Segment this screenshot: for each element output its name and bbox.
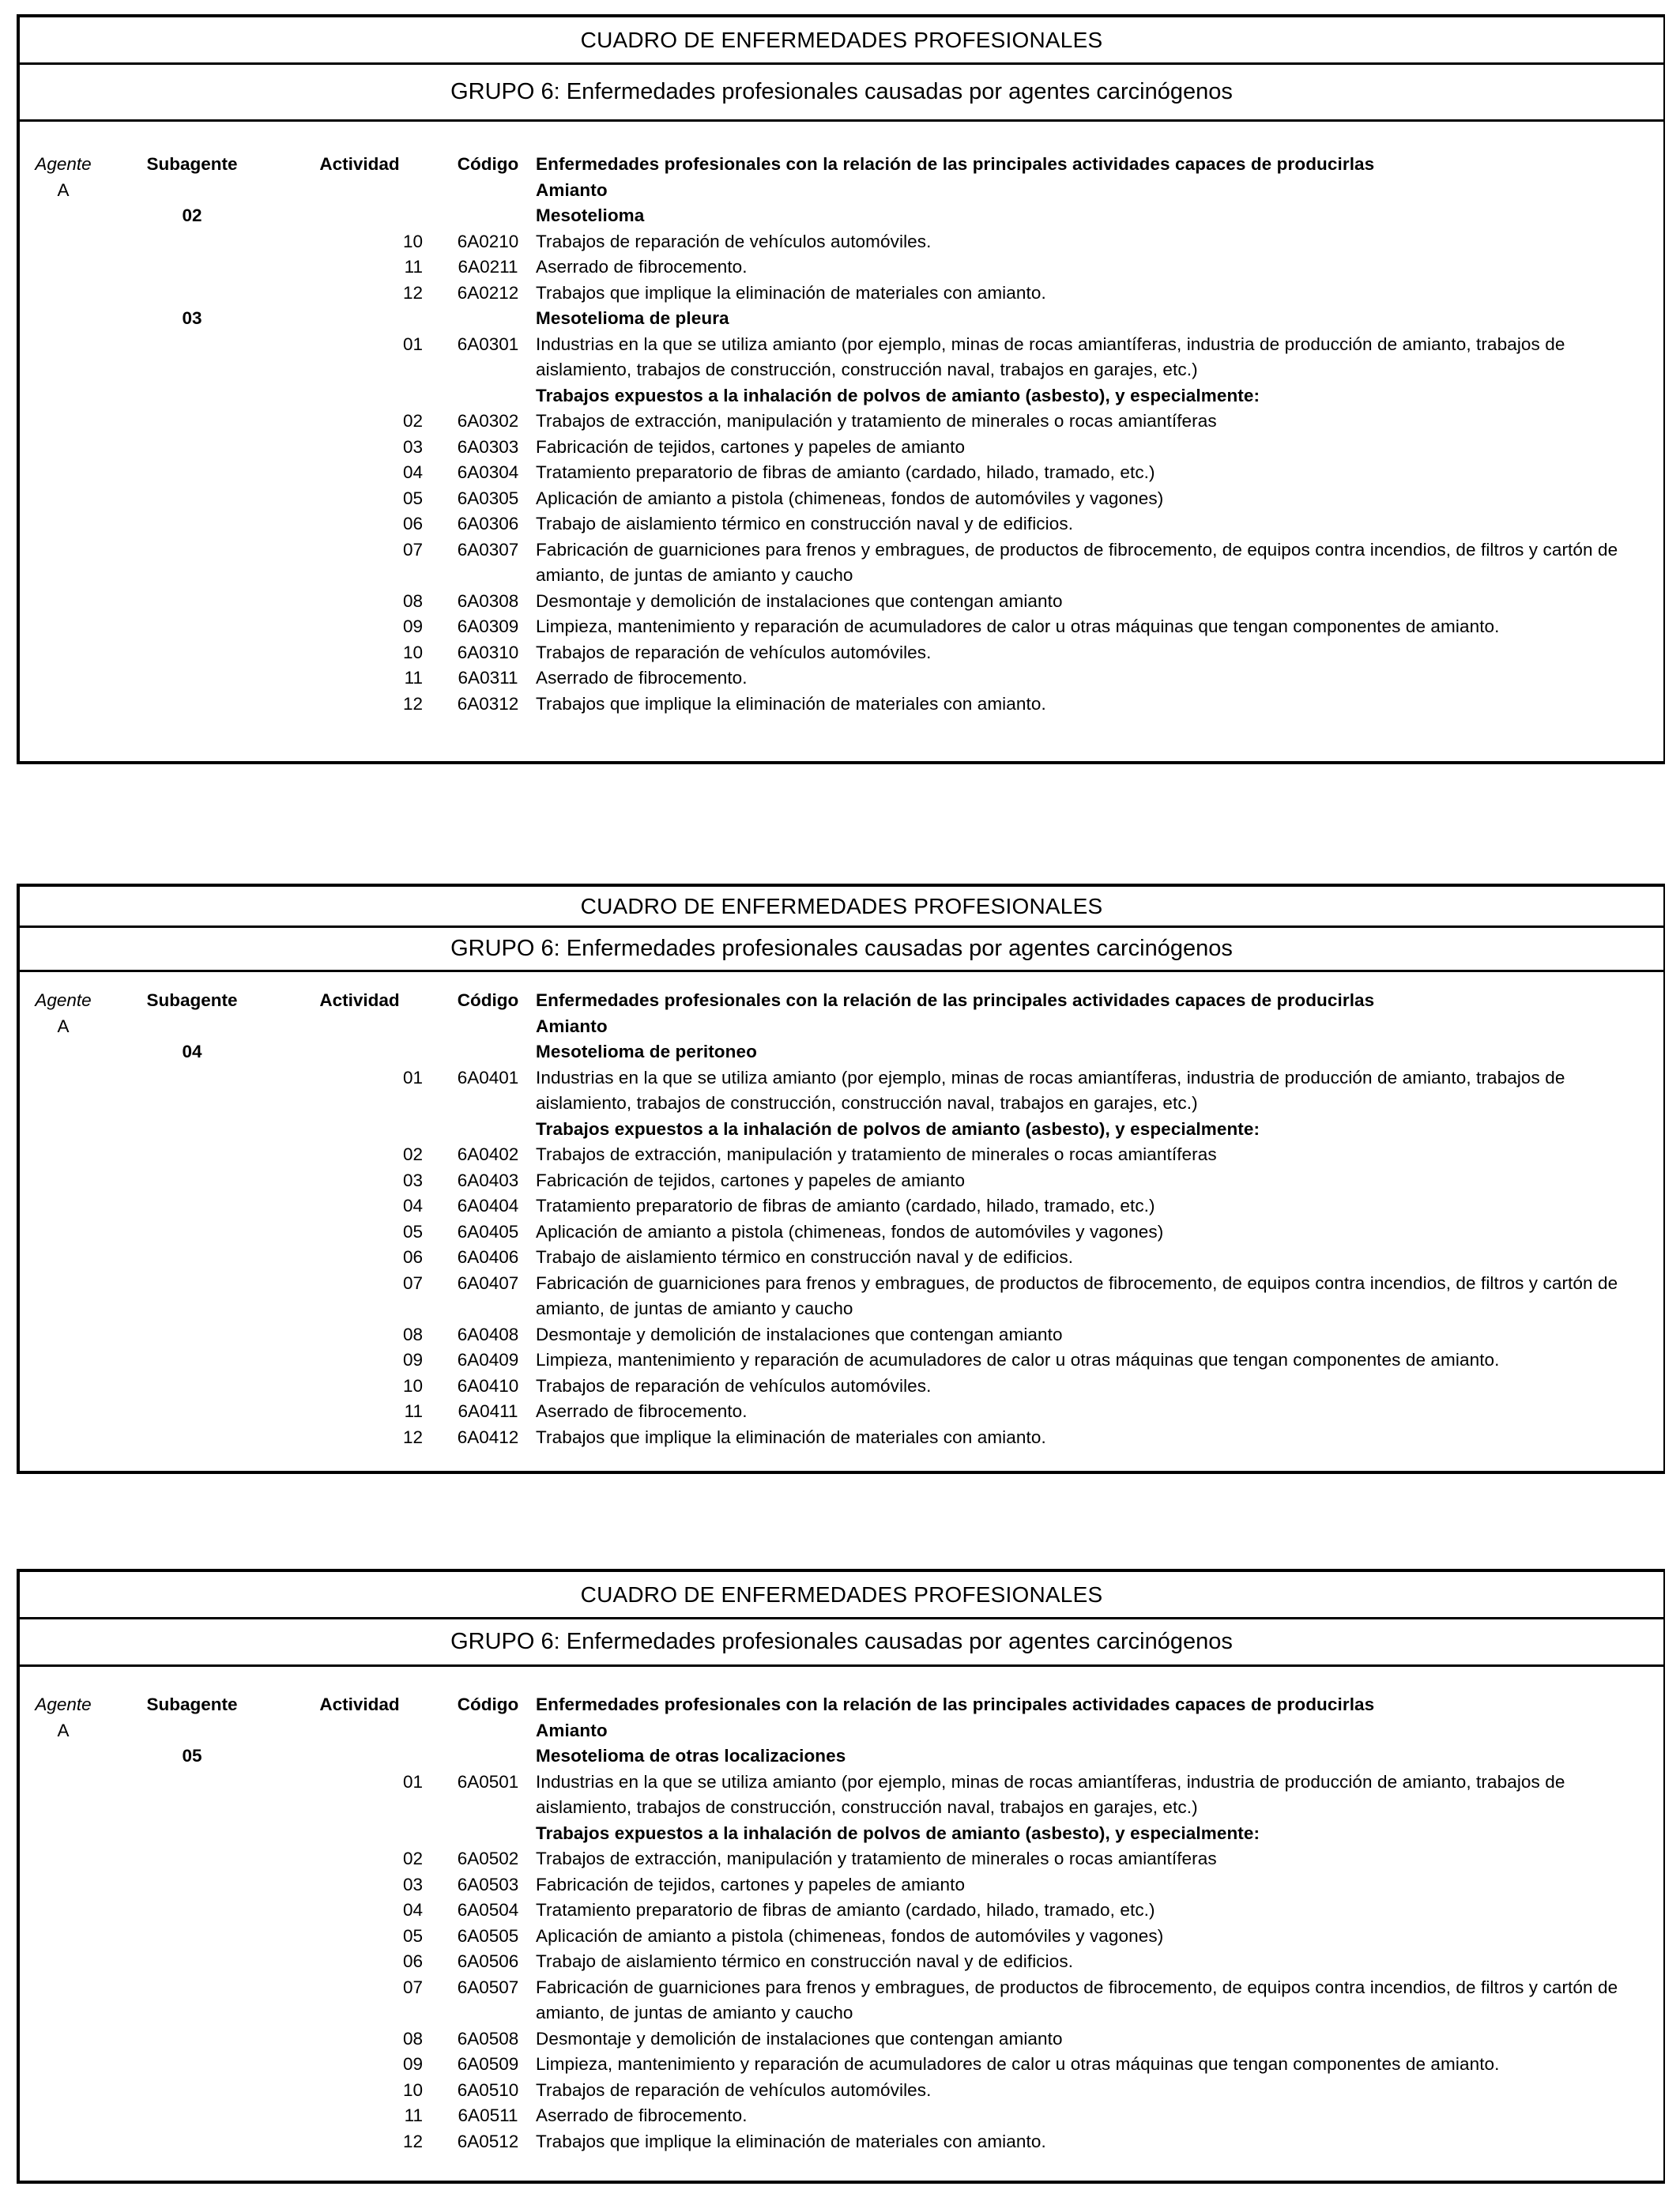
disease-code: 6A0502: [457, 1849, 519, 1868]
subagent-value: 05: [182, 1746, 202, 1766]
activity-description: Desmontaje y demolición de instalaciones que contengan amianto: [536, 2028, 1063, 2049]
activity-description: Fabricación de guarniciones para frenos y embragues, de productos de fibrocemento, de equipos contra incendios, de filtros y cartón de amianto, de juntas de amianto y caucho: [536, 1977, 1618, 2022]
activity-number: 01: [402, 1771, 423, 1792]
header-code: Código: [457, 1695, 519, 1714]
disease-code: 6A0511: [458, 2105, 518, 2125]
agent-row: [20, 1014, 1663, 1040]
activity-number: 09: [402, 1350, 423, 1370]
disease-code: 6A0211: [458, 257, 518, 277]
table-row: [20, 1949, 1663, 1975]
disease-code: 6A0510: [457, 2079, 519, 2100]
disease-table-3: [17, 1569, 1665, 2184]
subagent-title: Mesotelioma: [536, 205, 645, 225]
activity-number: 07: [402, 539, 423, 560]
table-row: [20, 1770, 1663, 1821]
activity-number: 11: [404, 1401, 423, 1421]
activity-description: Limpieza, mantenimiento y reparación de acumuladores de calor u otras máquinas que tengan componentes de amianto.: [536, 1350, 1500, 1370]
table-row: [20, 1245, 1663, 1271]
disease-code: 6A0305: [457, 488, 519, 508]
disease-code: 6A0401: [457, 1067, 519, 1088]
activity-description: Trabajos de reparación de vehículos automóviles.: [536, 231, 932, 251]
table-row: [20, 332, 1663, 383]
activity-description: Aplicación de amianto a pistola (chimeneas, fondos de automóviles y vagones): [536, 1925, 1164, 1946]
header-description: Enfermedades profesionales con la relación de las principales actividades capaces de producirlas: [536, 154, 1375, 174]
exposure-heading-row: [20, 1117, 1663, 1143]
activity-number: 03: [402, 436, 423, 457]
activity-list: [20, 229, 1663, 307]
activity-list: [20, 409, 1663, 717]
table-row: [20, 537, 1663, 589]
disease-table-1: [17, 14, 1665, 764]
table-row: [20, 1142, 1663, 1168]
header-activity: Actividad: [319, 154, 400, 174]
table-row: [20, 1924, 1663, 1950]
activity-description: Fabricación de guarniciones para frenos y embragues, de productos de fibrocemento, de equipos contra incendios, de filtros y cartón de amianto, de juntas de amianto y caucho: [536, 539, 1618, 585]
activity-number: 10: [402, 2079, 423, 2100]
table-title: CUADRO DE ENFERMEDADES PROFESIONALES: [20, 17, 1663, 65]
activity-description: Trabajo de aislamiento térmico en construcción naval y de edificios.: [536, 514, 1074, 533]
activity-number: 04: [402, 462, 423, 482]
column-headers: [20, 152, 1663, 178]
activity-number: 07: [402, 1272, 423, 1293]
activity-description: Industrias en la que se utiliza amianto (por ejemplo, minas de rocas amiantíferas, industria de producción de amianto, trabajos de aislamiento, trabajos de construcción, construcción naval, trabajos en garajes, etc.): [536, 1067, 1565, 1113]
table-row: [20, 614, 1663, 640]
table-row: [20, 229, 1663, 255]
activity-number: 11: [404, 668, 423, 688]
disease-code: 6A0310: [457, 642, 519, 662]
agent-value: A: [57, 179, 70, 200]
activity-description: Trabajos de reparación de vehículos automóviles.: [536, 2079, 932, 2100]
header-activity: Actividad: [319, 1695, 400, 1714]
activity-description: Tratamiento preparatorio de fibras de amianto (cardado, hilado, tramado, etc.): [536, 462, 1155, 482]
activity-number: 03: [402, 1874, 423, 1894]
table-row: [20, 409, 1663, 435]
disease-code: 6A0504: [457, 1900, 519, 1920]
activity-number: 02: [402, 1849, 423, 1868]
activity-number: 02: [402, 411, 423, 431]
exposure-heading-row: [20, 1821, 1663, 1847]
disease-code: 6A0210: [457, 231, 519, 251]
header-subagent: Subagente: [146, 1695, 238, 1714]
agent-row: [20, 1718, 1663, 1744]
activity-description: Desmontaje y demolición de instalaciones que contengan amianto: [536, 1324, 1063, 1344]
disease-code: 6A0406: [457, 1247, 519, 1267]
activity-number: 12: [402, 282, 423, 303]
activity-description: Fabricación de tejidos, cartones y papeles de amianto: [536, 1874, 966, 1894]
subagent-row: [20, 306, 1663, 332]
activity-number: 10: [402, 642, 423, 662]
disease-code: 6A0308: [457, 590, 519, 611]
table-row: [20, 1193, 1663, 1220]
activity-number: 06: [402, 1247, 423, 1267]
header-code: Código: [457, 154, 519, 174]
table-row: [20, 1425, 1663, 1451]
table-subtitle: GRUPO 6: Enfermedades profesionales causadas por agentes carcinógenos: [20, 65, 1663, 122]
activity-description: Trabajos de extracción, manipulación y tratamiento de minerales o rocas amiantíferas: [536, 411, 1217, 431]
subagent-row: [20, 203, 1663, 229]
activity-number: 11: [404, 2105, 423, 2125]
table-row: [20, 2129, 1663, 2155]
activity-number: 12: [402, 1427, 423, 1447]
table-row: [20, 511, 1663, 537]
disease-code: 6A0505: [457, 1925, 519, 1946]
header-activity: Actividad: [319, 990, 400, 1010]
disease-code: 6A0410: [457, 1375, 519, 1396]
disease-code: 6A0307: [457, 539, 519, 560]
header-description: Enfermedades profesionales con la relación de las principales actividades capaces de producirlas: [536, 990, 1375, 1010]
disease-code: 6A0509: [457, 2054, 519, 2074]
exposure-heading-row: [20, 383, 1663, 409]
activity-description: Aserrado de fibrocemento.: [536, 1401, 748, 1421]
header-agent: Agente: [35, 1695, 92, 1714]
activity-number: 05: [402, 1925, 423, 1946]
agent-value: A: [57, 1720, 70, 1740]
activity-description: Trabajos que implique la eliminación de materiales con amianto.: [536, 1427, 1046, 1447]
activity-number: 11: [404, 257, 423, 277]
table-row: [20, 665, 1663, 692]
activity-number: 02: [402, 1144, 423, 1164]
activity-description: Fabricación de guarniciones para frenos y embragues, de productos de fibrocemento, de equipos contra incendios, de filtros y cartón de amianto, de juntas de amianto y caucho: [536, 1272, 1618, 1318]
disease-code: 6A0501: [457, 1771, 519, 1792]
table-subtitle: GRUPO 6: Enfermedades profesionales causadas por agentes carcinógenos: [20, 928, 1663, 972]
table-row: [20, 1348, 1663, 1374]
table-row: [20, 281, 1663, 307]
activity-description: Tratamiento preparatorio de fibras de amianto (cardado, hilado, tramado, etc.): [536, 1196, 1155, 1216]
table-body: [20, 1692, 1663, 2154]
table-row: [20, 1898, 1663, 1924]
activity-description: Limpieza, mantenimiento y reparación de acumuladores de calor u otras máquinas que tengan componentes de amianto.: [536, 2054, 1500, 2074]
activity-number: 04: [402, 1900, 423, 1920]
activity-description: Industrias en la que se utiliza amianto (por ejemplo, minas de rocas amiantíferas, industria de producción de amianto, trabajos de aislamiento, trabajos de construcción, construcción naval, trabajos en garajes, etc.): [536, 334, 1565, 379]
table-row: [20, 2103, 1663, 2129]
exposure-heading: Trabajos expuestos a la inhalación de polvos de amianto (asbesto), y especialmente:: [536, 1118, 1260, 1139]
activity-description: Aserrado de fibrocemento.: [536, 257, 748, 277]
disease-code: 6A0306: [457, 514, 519, 533]
header-agent: Agente: [35, 154, 92, 174]
disease-code: 6A0506: [457, 1951, 519, 1971]
activity-number: 05: [402, 1221, 423, 1242]
activity-description: Trabajo de aislamiento térmico en construcción naval y de edificios.: [536, 1951, 1074, 1971]
activity-number: 06: [402, 514, 423, 533]
table-row: [20, 1872, 1663, 1898]
activity-number: 08: [402, 2028, 423, 2049]
activity-description: Aserrado de fibrocemento.: [536, 668, 748, 688]
activity-description: Aplicación de amianto a pistola (chimeneas, fondos de automóviles y vagones): [536, 1221, 1164, 1242]
activity-description: Trabajos de extracción, manipulación y tratamiento de minerales o rocas amiantíferas: [536, 1144, 1217, 1164]
disease-code: 6A0503: [457, 1874, 519, 1894]
exposure-heading: Trabajos expuestos a la inhalación de polvos de amianto (asbesto), y especialmente:: [536, 1823, 1260, 1843]
table-row: [20, 460, 1663, 486]
table-row: [20, 1168, 1663, 1194]
subagent-title: Mesotelioma de pleura: [536, 308, 729, 328]
activity-description: Aserrado de fibrocemento.: [536, 2105, 748, 2125]
activity-description: Tratamiento preparatorio de fibras de amianto (cardado, hilado, tramado, etc.): [536, 1900, 1155, 1920]
table-body: [20, 988, 1663, 1450]
table-subtitle: GRUPO 6: Enfermedades profesionales causadas por agentes carcinógenos: [20, 1619, 1663, 1667]
disease-code: 6A0407: [457, 1272, 519, 1293]
disease-code: 6A0309: [457, 616, 519, 636]
subagent-value: 04: [182, 1042, 202, 1061]
activity-number: 09: [402, 2054, 423, 2074]
disease-code: 6A0409: [457, 1350, 519, 1370]
table-row: [20, 1399, 1663, 1425]
header-agent: Agente: [35, 990, 92, 1010]
activity-description: Trabajos que implique la eliminación de materiales con amianto.: [536, 693, 1046, 714]
activity-number: 04: [402, 1196, 423, 1216]
activity-list: [20, 1142, 1663, 1450]
disease-code: 6A0412: [457, 1427, 519, 1447]
column-headers: [20, 1692, 1663, 1718]
disease-code: 6A0402: [457, 1144, 519, 1164]
subagent-value: 03: [182, 308, 202, 328]
disease-code: 6A0311: [458, 668, 518, 688]
disease-code: 6A0212: [457, 282, 519, 303]
agent-row: [20, 178, 1663, 204]
column-headers: [20, 988, 1663, 1014]
disease-code: 6A0507: [457, 1977, 519, 1997]
table-row: [20, 1374, 1663, 1400]
disease-code: 6A0405: [457, 1221, 519, 1242]
activity-number: 10: [402, 1375, 423, 1396]
subagent-row: [20, 1039, 1663, 1065]
activity-number: 12: [402, 693, 423, 714]
activity-description: Trabajo de aislamiento térmico en construcción naval y de edificios.: [536, 1247, 1074, 1267]
activity-number: 09: [402, 616, 423, 636]
disease-code: 6A0302: [457, 411, 519, 431]
table-row: [20, 589, 1663, 615]
activity-description: Fabricación de tejidos, cartones y papeles de amianto: [536, 436, 966, 457]
disease-code: 6A0303: [457, 436, 519, 457]
subagent-title: Mesotelioma de otras localizaciones: [536, 1746, 846, 1766]
table-row: [20, 254, 1663, 281]
activity-description: Industrias en la que se utiliza amianto (por ejemplo, minas de rocas amiantíferas, industria de producción de amianto, trabajos de aislamiento, trabajos de construcción, construcción naval, trabajos en garajes, etc.): [536, 1771, 1565, 1817]
activity-number: 01: [402, 1067, 423, 1088]
agent-value: A: [57, 1016, 70, 1036]
table-body: [20, 152, 1663, 717]
table-row: [20, 2078, 1663, 2104]
table-title: CUADRO DE ENFERMEDADES PROFESIONALES: [20, 887, 1663, 928]
activity-list: [20, 1846, 1663, 2154]
agent-description: Amianto: [536, 1720, 608, 1740]
subagent-value: 02: [182, 205, 202, 225]
activity-description: Trabajos que implique la eliminación de materiales con amianto.: [536, 282, 1046, 303]
activity-number: 03: [402, 1170, 423, 1190]
header-subagent: Subagente: [146, 154, 238, 174]
activity-number: 08: [402, 590, 423, 611]
table-title: CUADRO DE ENFERMEDADES PROFESIONALES: [20, 1572, 1663, 1619]
agent-description: Amianto: [536, 1016, 608, 1036]
activity-number: 05: [402, 488, 423, 508]
activity-description: Limpieza, mantenimiento y reparación de acumuladores de calor u otras máquinas que tengan componentes de amianto.: [536, 616, 1500, 636]
table-row: [20, 2052, 1663, 2078]
activity-number: 01: [402, 334, 423, 354]
table-row: [20, 1065, 1663, 1117]
header-description: Enfermedades profesionales con la relación de las principales actividades capaces de producirlas: [536, 1695, 1375, 1714]
activity-description: Trabajos de extracción, manipulación y tratamiento de minerales o rocas amiantíferas: [536, 1849, 1217, 1868]
disease-code: 6A0301: [457, 334, 519, 354]
disease-code: 6A0312: [457, 693, 519, 714]
table-row: [20, 1220, 1663, 1246]
table-row: [20, 1271, 1663, 1322]
table-row: [20, 1846, 1663, 1872]
activity-number: 12: [402, 2131, 423, 2151]
disease-code: 6A0411: [458, 1401, 518, 1421]
subagent-title: Mesotelioma de peritoneo: [536, 1042, 757, 1061]
activity-number: 06: [402, 1951, 423, 1971]
activity-number: 10: [402, 231, 423, 251]
activity-description: Fabricación de tejidos, cartones y papeles de amianto: [536, 1170, 966, 1190]
table-row: [20, 2026, 1663, 2053]
activity-description: Trabajos de reparación de vehículos automóviles.: [536, 642, 932, 662]
table-row: [20, 486, 1663, 512]
table-row: [20, 435, 1663, 461]
disease-code: 6A0508: [457, 2028, 519, 2049]
table-row: [20, 640, 1663, 666]
agent-description: Amianto: [536, 179, 608, 200]
disease-table-2: [17, 884, 1665, 1474]
disease-code: 6A0512: [457, 2131, 519, 2151]
activity-description: Aplicación de amianto a pistola (chimeneas, fondos de automóviles y vagones): [536, 488, 1164, 508]
exposure-heading: Trabajos expuestos a la inhalación de polvos de amianto (asbesto), y especialmente:: [536, 385, 1260, 405]
disease-code: 6A0408: [457, 1324, 519, 1344]
activity-description: Desmontaje y demolición de instalaciones que contengan amianto: [536, 590, 1063, 611]
header-subagent: Subagente: [146, 990, 238, 1010]
subagent-row: [20, 1744, 1663, 1770]
activity-number: 07: [402, 1977, 423, 1997]
activity-description: Trabajos de reparación de vehículos automóviles.: [536, 1375, 932, 1396]
table-row: [20, 692, 1663, 718]
activity-description: Trabajos que implique la eliminación de materiales con amianto.: [536, 2131, 1046, 2151]
disease-code: 6A0304: [457, 462, 519, 482]
disease-code: 6A0403: [457, 1170, 519, 1190]
table-row: [20, 1322, 1663, 1348]
activity-number: 08: [402, 1324, 423, 1344]
disease-code: 6A0404: [457, 1196, 519, 1216]
header-code: Código: [457, 990, 519, 1010]
table-row: [20, 1975, 1663, 2026]
